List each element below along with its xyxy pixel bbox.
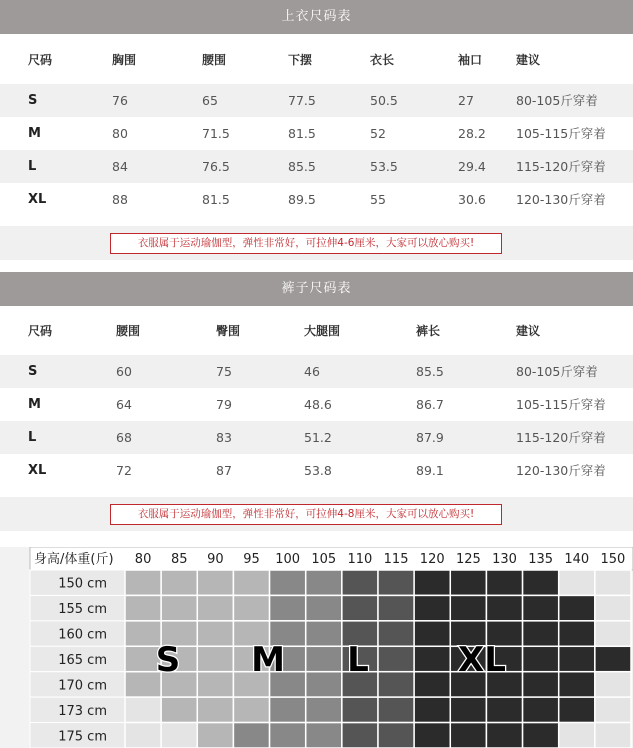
size-grid-cell	[197, 595, 233, 620]
size-grid-cell	[161, 570, 197, 595]
table-cell: 85.5	[288, 159, 316, 174]
size-grid-cell	[306, 672, 342, 697]
size-grid-cell	[414, 570, 450, 595]
table-cell: 81.5	[288, 126, 316, 141]
corner-label: 身高/体重(斤)	[34, 552, 114, 567]
size-grid-cell	[559, 723, 595, 748]
table-row	[0, 454, 633, 487]
table-cell: 30.6	[458, 192, 486, 207]
size-grid-cell	[486, 697, 522, 722]
weight-label: 110	[347, 552, 373, 567]
height-label: 170 cm	[58, 678, 107, 694]
size-grid-cell	[306, 570, 342, 595]
table-cell: 85.5	[416, 364, 444, 379]
size-grid-cell	[125, 723, 161, 748]
size-grid-cell	[342, 595, 378, 620]
size-grid-cell	[559, 621, 595, 646]
size-grid-cell	[270, 697, 306, 722]
table-cell: 65	[202, 93, 218, 108]
size-grid-cell	[486, 570, 522, 595]
size-grid-cell	[595, 595, 631, 620]
size-grid-cell	[595, 672, 631, 697]
pants-stretch-note: 衣服属于运动瑜伽型，弹性非常好，可拉伸4-8厘米，大家可以放心购买!	[110, 504, 502, 525]
size-grid-cell	[595, 646, 631, 671]
size-cell: L	[28, 430, 37, 445]
table-cell: 50.5	[370, 93, 398, 108]
height-weight-size-chart	[0, 547, 633, 748]
size-grid-cell	[270, 595, 306, 620]
size-grid-cell	[414, 697, 450, 722]
size-grid-cell	[306, 595, 342, 620]
table-row	[0, 84, 633, 117]
size-grid-cell	[161, 723, 197, 748]
size-grid-cell	[233, 570, 269, 595]
size-grid-cell	[270, 570, 306, 595]
height-label: 155 cm	[58, 602, 107, 618]
table-header-row	[0, 44, 633, 77]
table-cell: 29.4	[458, 159, 486, 174]
column-header: 建议	[516, 324, 541, 338]
table-header-row	[0, 315, 633, 348]
table-cell: 115-120斤穿着	[516, 430, 606, 445]
table-cell: 76.5	[202, 159, 230, 174]
size-grid-cell	[306, 646, 342, 671]
table-cell: 105-115斤穿着	[516, 397, 606, 412]
table-cell: 55	[370, 192, 386, 207]
table-cell: 53.8	[304, 463, 332, 478]
size-grid-cell	[523, 723, 559, 748]
table-cell: 84	[112, 159, 128, 174]
weight-label: 130	[492, 552, 517, 567]
weight-label: 90	[207, 552, 224, 567]
table-cell: 87	[216, 463, 232, 478]
size-grid-cell	[414, 646, 450, 671]
table-row	[0, 355, 633, 388]
size-grid-cell	[197, 646, 233, 671]
column-header: 袖口	[458, 53, 483, 67]
size-grid-cell	[559, 646, 595, 671]
table-row	[0, 150, 633, 183]
size-grid-cell	[233, 595, 269, 620]
weight-label: 115	[383, 552, 409, 567]
top-note-bar	[0, 226, 633, 260]
height-label: 160 cm	[58, 627, 107, 643]
size-grid-cell	[486, 595, 522, 620]
size-grid-cell	[342, 723, 378, 748]
pants-size-table-title: 裤子尺码表	[281, 281, 352, 296]
table-cell: 87.9	[416, 430, 444, 445]
size-grid-cell	[378, 646, 414, 671]
height-label: 175 cm	[58, 729, 107, 745]
size-zone-label: M	[251, 640, 285, 680]
size-grid-cell	[595, 697, 631, 722]
table-cell: 48.6	[304, 397, 332, 412]
size-grid-cell	[595, 621, 631, 646]
size-cell: M	[28, 126, 41, 141]
table-cell: 76	[112, 93, 128, 108]
size-grid-cell	[125, 697, 161, 722]
weight-label: 140	[564, 552, 590, 567]
size-grid-cell	[197, 621, 233, 646]
size-grid-cell	[450, 570, 486, 595]
column-header: 尺码	[28, 53, 53, 67]
size-grid-cell	[378, 621, 414, 646]
column-header: 下摆	[288, 53, 313, 67]
size-grid-cell	[523, 621, 559, 646]
column-header: 大腿围	[304, 324, 341, 338]
size-grid-cell	[523, 672, 559, 697]
column-header: 裤长	[416, 324, 441, 338]
table-row	[0, 117, 633, 150]
table-cell: 52	[370, 126, 386, 141]
size-grid-cell	[342, 570, 378, 595]
table-cell: 81.5	[202, 192, 230, 207]
table-cell: 46	[304, 364, 320, 379]
top-size-table-title-bar	[0, 0, 633, 34]
size-cell: M	[28, 397, 41, 412]
size-grid-cell	[378, 570, 414, 595]
size-grid-cell	[197, 723, 233, 748]
size-grid-cell	[523, 570, 559, 595]
table-row	[0, 183, 633, 216]
table-cell: 71.5	[202, 126, 230, 141]
column-header: 胸围	[112, 53, 137, 67]
table-cell: 75	[216, 364, 232, 379]
table-cell: 60	[116, 364, 132, 379]
size-cell: XL	[28, 463, 47, 478]
size-grid-cell	[378, 672, 414, 697]
column-header: 尺码	[28, 324, 53, 338]
size-grid-cell	[378, 723, 414, 748]
size-grid-cell	[306, 697, 342, 722]
table-cell: 88	[112, 192, 128, 207]
size-grid-cell	[414, 672, 450, 697]
size-grid-cell	[414, 595, 450, 620]
size-grid-cell	[197, 570, 233, 595]
size-grid-cell	[450, 723, 486, 748]
size-zone-label: L	[347, 640, 369, 680]
size-grid-cell	[450, 595, 486, 620]
size-cell: S	[28, 364, 38, 379]
size-grid-cell	[486, 723, 522, 748]
table-cell: 86.7	[416, 397, 444, 412]
size-grid-cell	[125, 595, 161, 620]
size-grid-cell	[270, 723, 306, 748]
table-cell: 79	[216, 397, 232, 412]
size-grid-cell	[523, 646, 559, 671]
size-grid-cell	[306, 621, 342, 646]
weight-label: 80	[134, 552, 152, 567]
table-cell: 83	[216, 430, 232, 445]
size-cell: S	[28, 93, 38, 108]
table-cell: 27	[458, 93, 474, 108]
size-grid-cell	[414, 723, 450, 748]
size-grid-cell	[595, 723, 631, 748]
height-label: 150 cm	[58, 576, 107, 592]
size-grid-cell	[559, 697, 595, 722]
top-stretch-note: 衣服属于运动瑜伽型，弹性非常好，可拉伸4-6厘米，大家可以放心购买!	[110, 233, 502, 254]
weight-label: 85	[170, 552, 188, 567]
table-cell: 28.2	[458, 126, 486, 141]
table-cell: 89.5	[288, 192, 316, 207]
size-grid-cell	[233, 697, 269, 722]
size-zone-label: XL	[458, 640, 506, 680]
size-grid-cell	[125, 570, 161, 595]
column-header: 腰围	[202, 53, 227, 67]
size-grid-cell	[161, 595, 197, 620]
table-cell: 80	[112, 126, 128, 141]
size-grid-cell	[414, 621, 450, 646]
size-grid-cell	[342, 697, 378, 722]
table-cell: 120-130斤穿着	[516, 463, 606, 478]
weight-label: 105	[311, 552, 337, 567]
table-cell: 53.5	[370, 159, 398, 174]
table-cell: 51.2	[304, 430, 332, 445]
size-grid-cell	[197, 672, 233, 697]
size-grid-cell	[306, 723, 342, 748]
size-grid-cell	[450, 697, 486, 722]
table-row	[0, 388, 633, 421]
column-header: 衣长	[370, 53, 395, 67]
size-grid-cell	[161, 697, 197, 722]
pants-size-table-title-bar	[0, 272, 633, 306]
size-grid-cell	[523, 697, 559, 722]
top-size-table-title: 上衣尺码表	[281, 9, 352, 24]
size-grid-cell	[559, 672, 595, 697]
column-header: 臀围	[216, 324, 241, 338]
weight-label: 95	[243, 552, 260, 567]
table-cell: 64	[116, 397, 132, 412]
weight-label: 150	[600, 552, 626, 567]
pants-note-bar	[0, 497, 633, 531]
size-grid-cell	[523, 595, 559, 620]
table-cell: 120-130斤穿着	[516, 192, 606, 207]
size-grid-cell	[378, 697, 414, 722]
table-cell: 105-115斤穿着	[516, 126, 606, 141]
table-cell: 80-105斤穿着	[516, 364, 598, 379]
weight-label: 125	[455, 552, 481, 567]
size-grid-cell	[595, 570, 631, 595]
column-header: 建议	[516, 53, 541, 67]
size-grid-cell	[559, 570, 595, 595]
table-cell: 68	[116, 430, 132, 445]
weight-label: 100	[275, 552, 301, 567]
size-cell: XL	[28, 192, 47, 207]
height-label: 165 cm	[58, 653, 107, 668]
size-grid-cell	[559, 595, 595, 620]
table-cell: 77.5	[288, 93, 316, 108]
size-grid-cell	[233, 723, 269, 748]
table-row	[0, 421, 633, 454]
height-label: 173 cm	[58, 703, 107, 719]
weight-label: 135	[528, 552, 554, 567]
table-cell: 115-120斤穿着	[516, 159, 606, 174]
table-cell: 72	[116, 463, 132, 478]
weight-label: 120	[419, 552, 445, 567]
size-grid-cell	[197, 697, 233, 722]
table-cell: 89.1	[416, 463, 444, 478]
size-grid-cell	[378, 595, 414, 620]
size-zone-label: S	[155, 640, 181, 680]
table-cell: 80-105斤穿着	[516, 93, 598, 108]
size-cell: L	[28, 159, 37, 174]
column-header: 腰围	[116, 324, 141, 338]
